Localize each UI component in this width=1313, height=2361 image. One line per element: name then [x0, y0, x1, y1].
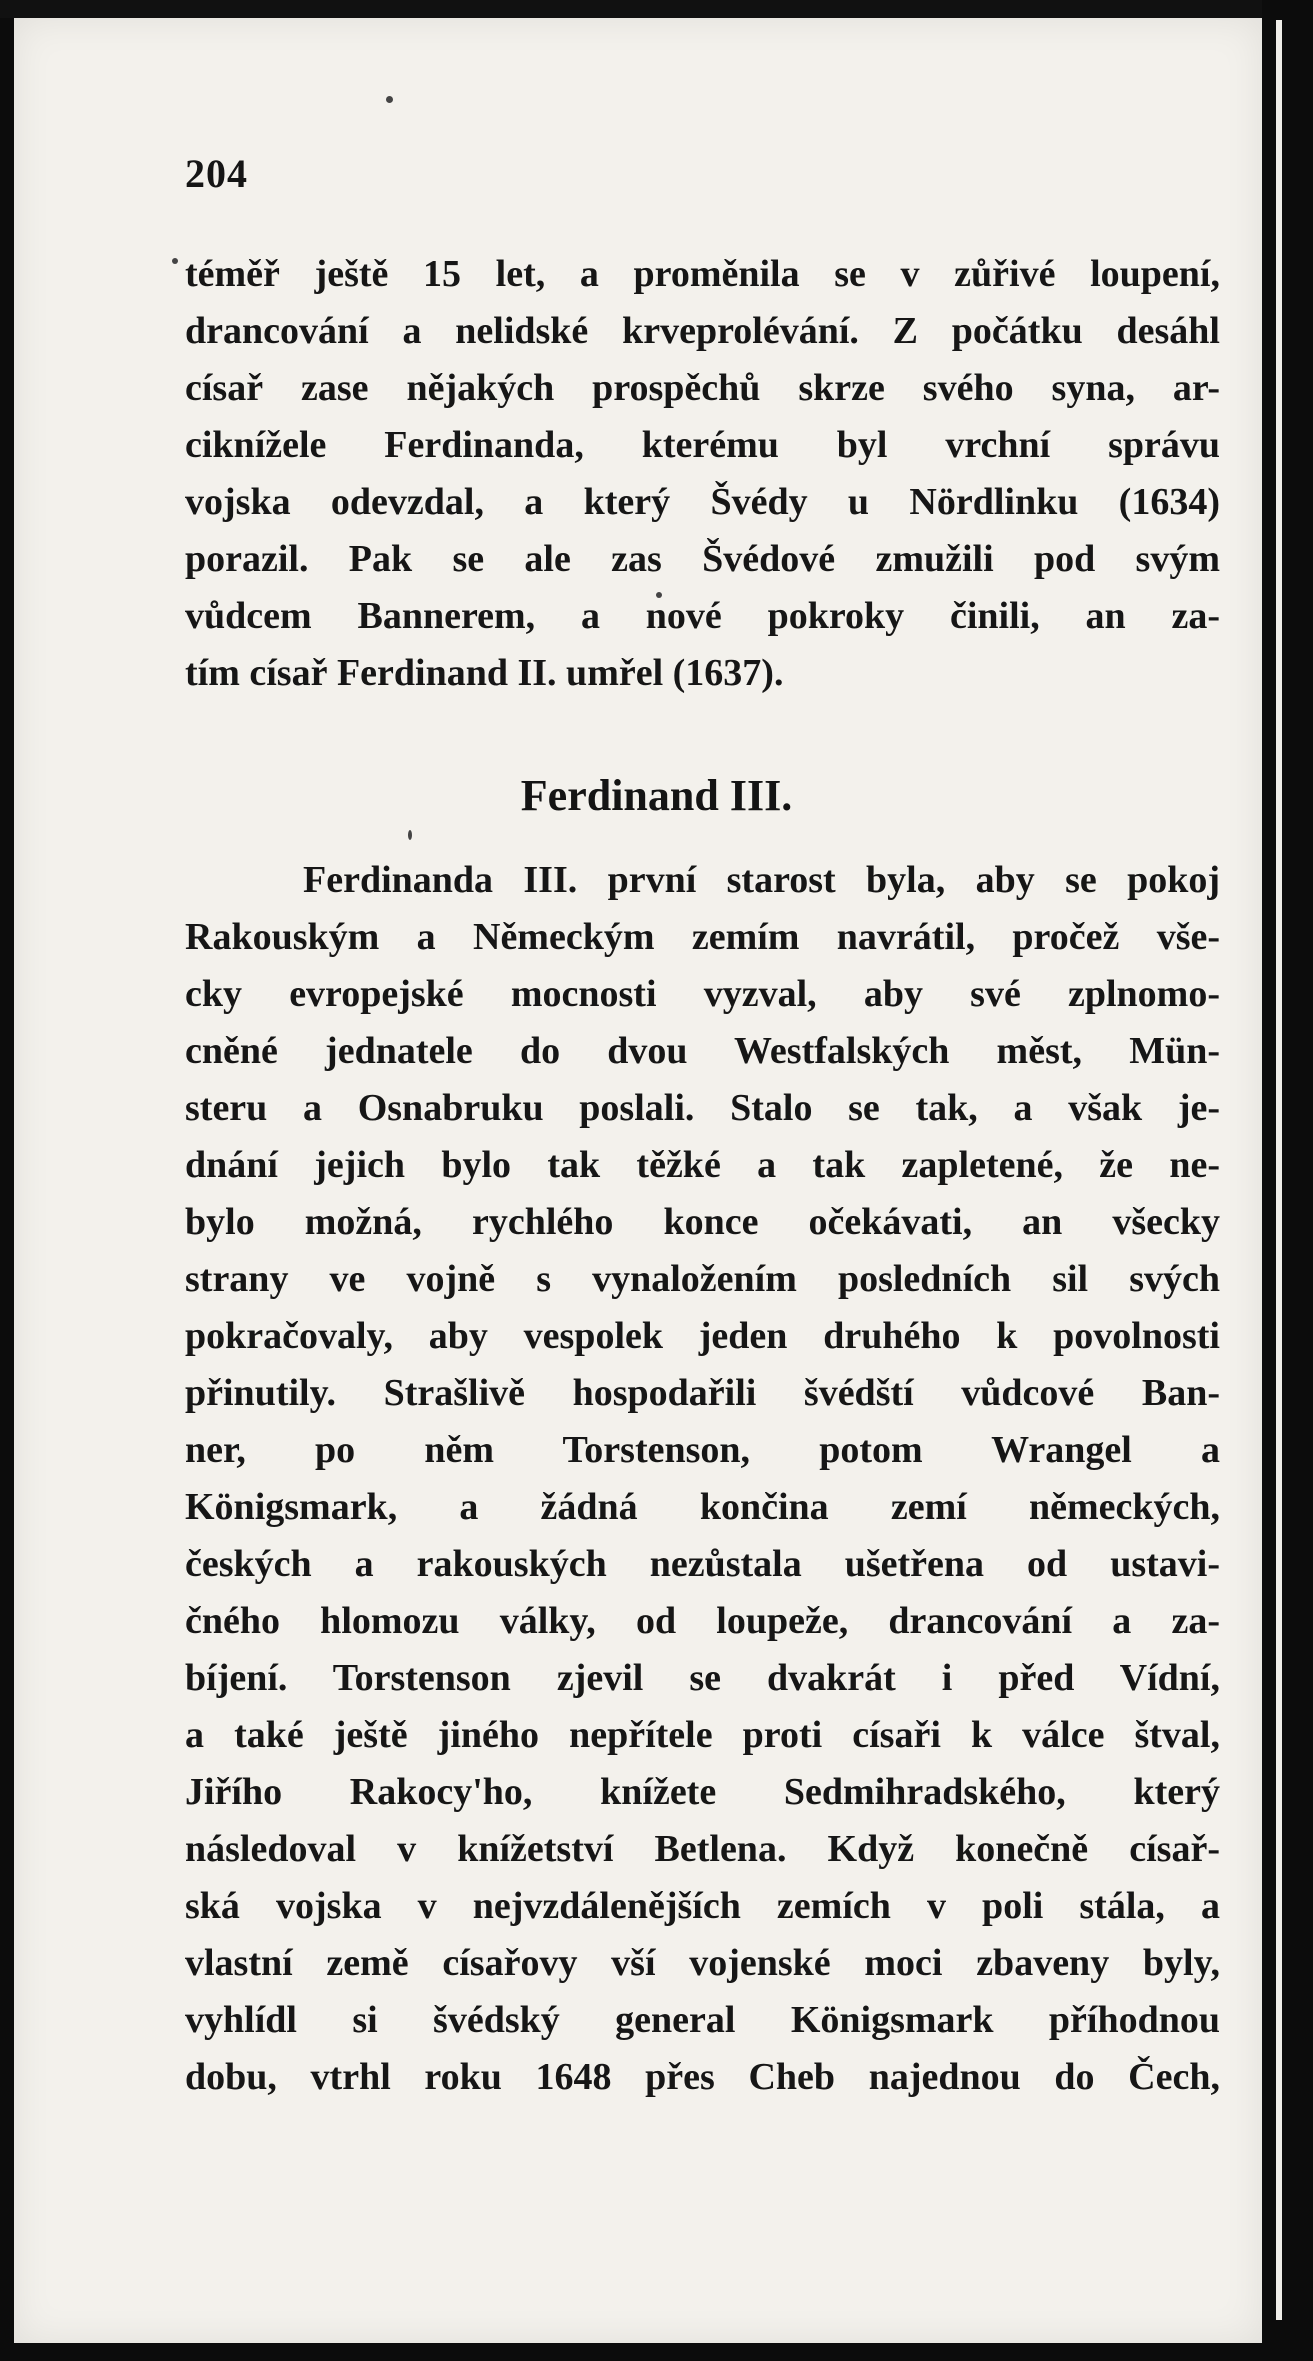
- text-line: Ferdinanda III. první starost byla, aby se pokoj: [303, 859, 1220, 901]
- text-line: ner, po něm Torstenson, potom Wrangel a: [185, 1429, 1220, 1471]
- text-line: a také ještě jiného nepřítele proti císaři k válce štval,: [185, 1714, 1220, 1756]
- text-line: porazil. Pak se ale zas Švédové zmužili pod svým: [185, 538, 1220, 580]
- paragraph-1: [185, 246, 1220, 702]
- text-line: českých a rakouských nezůstala ušetřena od ustavi-: [185, 1543, 1220, 1585]
- text-line: vlastní země císařovy vší vojenské moci zbaveny byly,: [185, 1942, 1220, 1984]
- scan-speck: [408, 830, 412, 840]
- scan-border-top: [0, 0, 1313, 18]
- text-line: Königsmark, a žádná končina zemí německých,: [185, 1486, 1220, 1528]
- text-line: čného hlomozu války, od loupeže, drancování a za-: [185, 1600, 1220, 1642]
- page-number: 204: [185, 151, 248, 196]
- text-line: přinutily. Strašlivě hospodařili švédští vůdcové Ban-: [185, 1372, 1220, 1414]
- text-line: Jiřího Rakocy'ho, knížete Sedmihradského, který: [185, 1771, 1220, 1813]
- text-line: téměř ještě 15 let, a proměnila se v zůřivé loupení,: [185, 253, 1220, 295]
- text-line: bíjení. Torstenson zjevil se dvakrát i před Vídní,: [185, 1657, 1220, 1699]
- text-line: cikníželе Ferdinanda, kterému byl vrchní správu: [185, 424, 1220, 466]
- text-line: pokračovaly, aby vespolek jeden druhého k povolnosti: [185, 1315, 1220, 1357]
- text-line: Rakouským a Německým zemím navrátil, pročež vše-: [185, 916, 1220, 958]
- text-line: dnání jejich bylo tak těžké a tak zapletené, že ne-: [185, 1144, 1220, 1186]
- text-line: cněné jednatele do dvou Westfalských měst, Mün-: [185, 1030, 1220, 1072]
- text-line: bylo možná, rychlého konce očekávati, an všecky: [185, 1201, 1220, 1243]
- text-line: vůdcem Bannerem, a nové pokroky činili, an za-: [185, 595, 1220, 637]
- text-line: strany ve vojně s vynaložením posledních sil svých: [185, 1258, 1220, 1300]
- text-line: tím císař Ferdinand II. umřel (1637).: [185, 652, 784, 694]
- text-line: následoval v knížetství Betlena. Když konečně císař-: [185, 1828, 1220, 1870]
- text-line: dobu, vtrhl roku 1648 přes Cheb najednou do Čech,: [185, 2056, 1220, 2098]
- text-line: ská vojska v nejvzdálenějších zemích v poli stála, a: [185, 1885, 1220, 1927]
- scan-speck: [172, 258, 178, 264]
- text-line: drancování a nelidské krveprolévání. Z počátku desáhl: [185, 310, 1220, 352]
- section-heading: Ferdinand III.: [520, 771, 793, 820]
- scan-border-right: [1262, 0, 1313, 2361]
- scan-speck: [386, 96, 393, 103]
- paragraph-2: [185, 852, 1220, 2106]
- adjacent-page-edge: [1276, 20, 1282, 2320]
- text-line: císař zase nějakých prospěchů skrze svého syna, ar-: [185, 367, 1220, 409]
- text-line: vyhlídl si švédský general Königsmark příhodnou: [185, 1999, 1220, 2041]
- text-line: cky evropejské mocnosti vyzval, aby své zplnomo-: [185, 973, 1220, 1015]
- text-line: steru a Osnabruku poslali. Stalo se tak, a však je-: [185, 1087, 1220, 1129]
- text-line: vojska odevzdal, a který Švédy u Nördlinku (1634): [185, 481, 1220, 523]
